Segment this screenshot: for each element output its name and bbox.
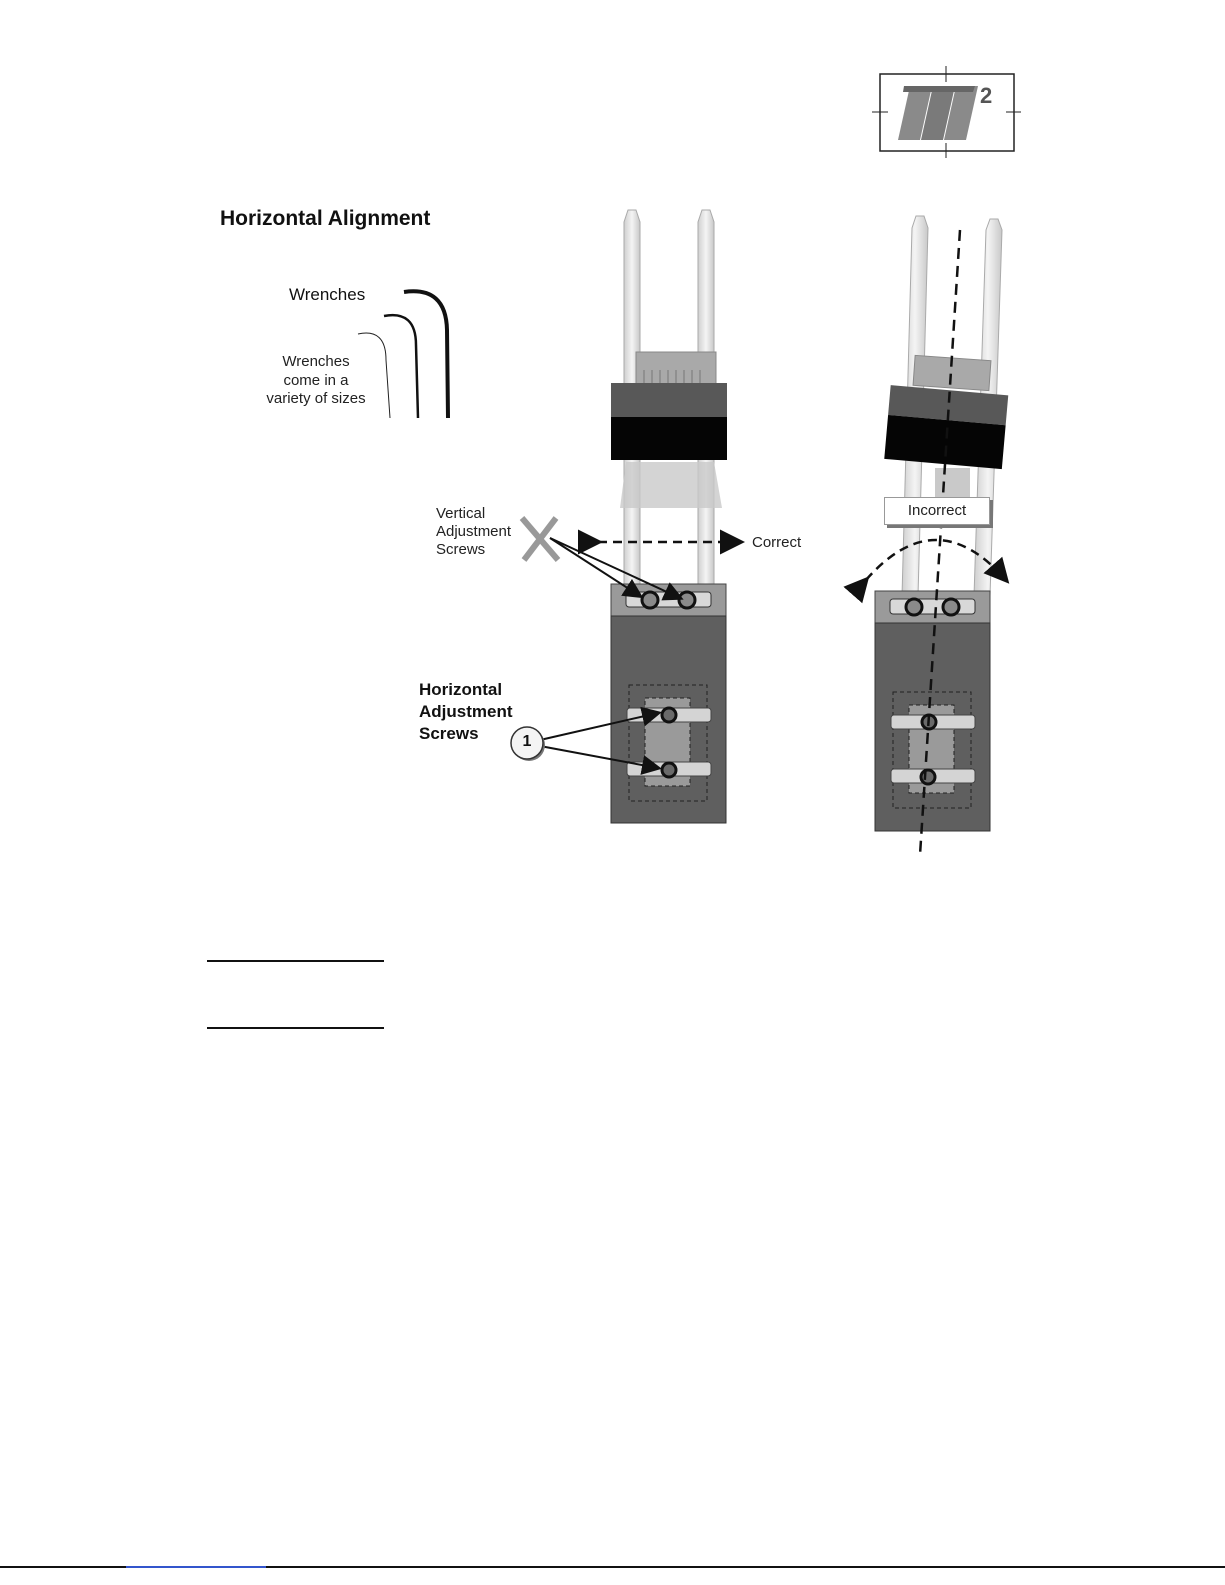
incorrect-assembly bbox=[875, 216, 1008, 855]
vertical-screw-right bbox=[679, 592, 695, 608]
correct-assembly bbox=[611, 210, 727, 823]
blank-line-2 bbox=[207, 1027, 384, 1029]
wrench-large bbox=[404, 291, 448, 418]
footer-link-underline[interactable] bbox=[126, 1566, 266, 1568]
wrenches-note-line: Wrenches bbox=[282, 353, 350, 370]
horizontal-screw-upper bbox=[662, 708, 676, 722]
page-title: Horizontal Alignment bbox=[220, 207, 431, 230]
horizontal-screws-label bbox=[419, 679, 513, 745]
vertical-screws-label bbox=[436, 505, 511, 559]
wrenches-note-line: variety of sizes bbox=[266, 390, 366, 407]
vertical-screw-left bbox=[642, 592, 658, 608]
correct-label: Correct bbox=[752, 534, 802, 551]
callout-number: 1 bbox=[522, 733, 532, 750]
m2-logo bbox=[872, 66, 1021, 158]
svg-text:2: 2 bbox=[980, 83, 993, 108]
probe-block-top bbox=[611, 383, 727, 417]
horizontal-screw-lower bbox=[662, 763, 676, 777]
horizontal-label-line: Horizontal bbox=[419, 680, 503, 699]
incorrect-label: Incorrect bbox=[884, 497, 990, 525]
vertical-label-line: Screws bbox=[436, 541, 486, 558]
probe-block-bottom bbox=[611, 417, 727, 460]
wrenches-note-line: come in a bbox=[283, 371, 349, 389]
horizontal-label-line: Adjustment bbox=[419, 702, 513, 721]
horizontal-label-line: Screws bbox=[419, 724, 479, 743]
blank-line-1 bbox=[207, 960, 384, 962]
wrenches-label: Wrenches bbox=[289, 285, 366, 304]
wrenches-note bbox=[258, 353, 374, 409]
vertical-label-line: Adjustment bbox=[436, 523, 512, 540]
vertical-label-line: Vertical bbox=[436, 505, 486, 522]
